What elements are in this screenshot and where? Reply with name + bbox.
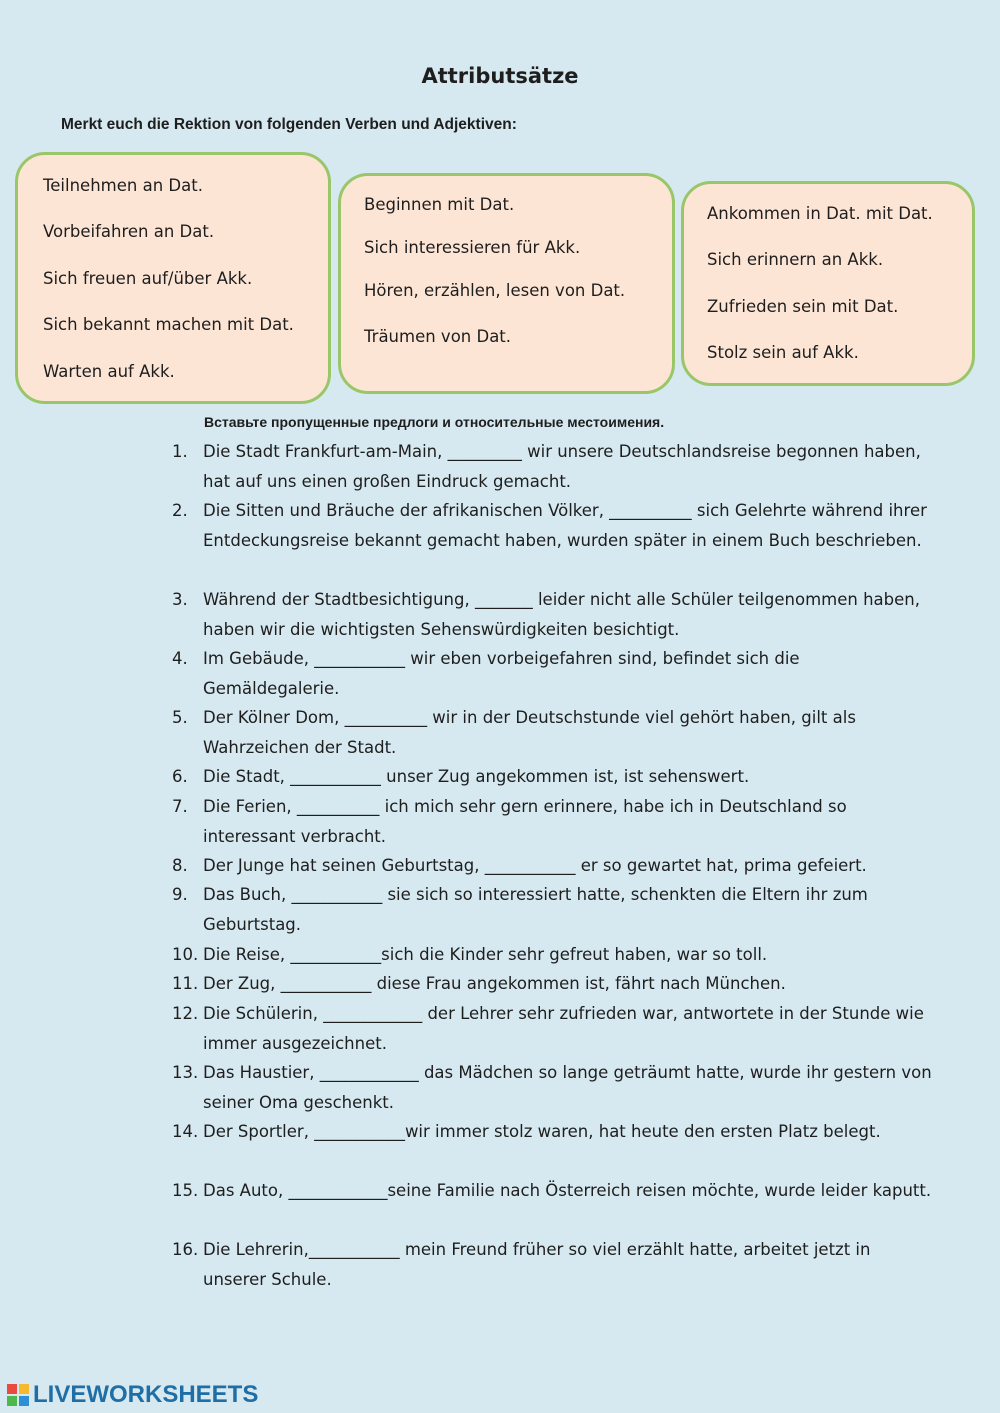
exercise-item bbox=[172, 1058, 932, 1117]
exercise-number: 14. bbox=[172, 1122, 199, 1141]
exercise-item bbox=[172, 496, 932, 555]
exercise-number: 12. bbox=[172, 1004, 199, 1023]
exercise-text: Im Gebäude, ___________ wir eben vorbeigefahren sind, befindet sich die Gemäldegalerie. bbox=[203, 649, 800, 698]
exercise-item bbox=[172, 851, 932, 881]
exercise-item bbox=[172, 762, 932, 792]
logo-block bbox=[19, 1384, 29, 1394]
rektion-box-1 bbox=[15, 152, 331, 404]
exercise-number: 16. bbox=[172, 1240, 199, 1259]
exercise-text: Während der Stadtbesichtigung, _______ leider nicht alle Schüler teilgenommen haben, haben wir die wichtigsten Sehenswürdigkeiten besichtigt. bbox=[203, 590, 920, 639]
exercise-number: 1. bbox=[172, 442, 188, 461]
rektion-item: Sich bekannt machen mit Dat. bbox=[43, 315, 294, 334]
exercise-item bbox=[172, 1176, 932, 1206]
exercise-item bbox=[172, 969, 932, 999]
rektion-item: Hören, erzählen, lesen von Dat. bbox=[364, 281, 626, 300]
exercise-text: Der Kölner Dom, __________ wir in der Deutschstunde viel gehört haben, gilt als Wahrzeichen der Stadt. bbox=[203, 708, 856, 757]
rektion-subtitle: Merkt euch die Rektion von folgenden Verben und Adjektiven: bbox=[61, 116, 517, 133]
exercise-number: 10. bbox=[172, 945, 199, 964]
exercise-number: 4. bbox=[172, 649, 188, 668]
page-title: Attributsätze bbox=[421, 64, 579, 88]
rektion-item: Sich erinnern an Akk. bbox=[707, 250, 884, 269]
exercise-number: 11. bbox=[172, 974, 199, 993]
exercise-text: Der Zug, ___________ diese Frau angekommen ist, fährt nach München. bbox=[203, 974, 786, 993]
exercise-item bbox=[172, 792, 932, 851]
exercise-text: Die Lehrerin,___________ mein Freund früher so viel erzählt hatte, arbeitet jetzt in unserer Schule. bbox=[203, 1240, 871, 1289]
exercise-item bbox=[172, 999, 932, 1058]
exercise-item bbox=[172, 1117, 932, 1147]
rektion-item: Ankommen in Dat. mit Dat. bbox=[707, 204, 933, 223]
exercise-item bbox=[172, 644, 932, 703]
logo-block bbox=[7, 1396, 17, 1406]
exercise-text: Die Reise, ___________sich die Kinder sehr gefreut haben, war so toll. bbox=[203, 945, 768, 964]
exercise-text: Die Sitten und Bräuche der afrikanischen Völker, __________ sich Gelehrte während ihrer Entdeckungsreise bekannt gemacht haben, wurden später in einem Buch beschrieben. bbox=[203, 501, 927, 550]
exercise-item bbox=[172, 1235, 932, 1294]
exercise-number: 3. bbox=[172, 590, 188, 609]
rektion-item: Teilnehmen an Dat. bbox=[43, 176, 203, 195]
exercise-item bbox=[172, 880, 932, 939]
rektion-item: Sich interessieren für Akk. bbox=[364, 238, 581, 257]
rektion-item: Stolz sein auf Akk. bbox=[707, 343, 859, 362]
logo-block bbox=[19, 1396, 29, 1406]
exercise-number: 15. bbox=[172, 1181, 199, 1200]
exercise-number: 6. bbox=[172, 767, 188, 786]
exercise-text: Die Stadt Frankfurt-am-Main, _________ wir unsere Deutschlandsreise begonnen haben, hat auf uns einen großen Eindruck gemacht. bbox=[203, 442, 921, 491]
rektion-box-2 bbox=[338, 173, 675, 394]
exercise-item bbox=[172, 703, 932, 762]
logo-block bbox=[7, 1384, 17, 1394]
rektion-item: Träumen von Dat. bbox=[364, 327, 512, 346]
liveworksheets-logo[interactable] bbox=[7, 1381, 258, 1409]
exercise-number: 13. bbox=[172, 1063, 199, 1082]
rektion-item: Beginnen mit Dat. bbox=[364, 195, 515, 214]
exercise-item bbox=[172, 940, 932, 970]
rektion-item: Zufrieden sein mit Dat. bbox=[707, 297, 899, 316]
logo-blocks-icon bbox=[7, 1384, 29, 1406]
exercise-text: Die Stadt, ___________ unser Zug angekommen ist, ist sehenswert. bbox=[203, 767, 750, 786]
exercise-text: Die Schülerin, ____________ der Lehrer sehr zufrieden war, antwortete in der Stunde wie immer ausgezeichnet. bbox=[203, 1004, 924, 1053]
logo-text: LIVEWORKSHEETS bbox=[33, 1381, 259, 1408]
exercise-text: Die Ferien, __________ ich mich sehr gern erinnere, habe ich in Deutschland so interessant verbracht. bbox=[203, 797, 847, 846]
exercise-instruction: Вставьте пропущенные предлоги и относительные местоимения. bbox=[204, 414, 665, 430]
rektion-item: Vorbeifahren an Dat. bbox=[43, 222, 215, 241]
exercise-number: 5. bbox=[172, 708, 188, 727]
exercise-text: Das Auto, ____________seine Familie nach Österreich reisen möchte, wurde leider kaputt. bbox=[203, 1181, 932, 1200]
exercise-number: 2. bbox=[172, 501, 188, 520]
exercise-item bbox=[172, 585, 932, 644]
exercise-item bbox=[172, 437, 932, 496]
exercise-number: 7. bbox=[172, 797, 188, 816]
rektion-box-3 bbox=[681, 181, 975, 386]
exercise-number: 9. bbox=[172, 885, 188, 904]
rektion-item: Sich freuen auf/über Akk. bbox=[43, 269, 253, 288]
rektion-item: Warten auf Akk. bbox=[43, 362, 175, 381]
exercise-text: Das Buch, ___________ sie sich so interessiert hatte, schenkten die Eltern ihr zum Geburtstag. bbox=[203, 885, 868, 934]
exercise-text: Der Junge hat seinen Geburtstag, ___________ er so gewartet hat, prima gefeiert. bbox=[203, 856, 867, 875]
exercise-number: 8. bbox=[172, 856, 188, 875]
exercise-text: Das Haustier, ____________ das Mädchen so lange geträumt hatte, wurde ihr gestern von seiner Oma geschenkt. bbox=[203, 1063, 932, 1112]
exercise-text: Der Sportler, ___________wir immer stolz waren, hat heute den ersten Platz belegt. bbox=[203, 1122, 881, 1141]
